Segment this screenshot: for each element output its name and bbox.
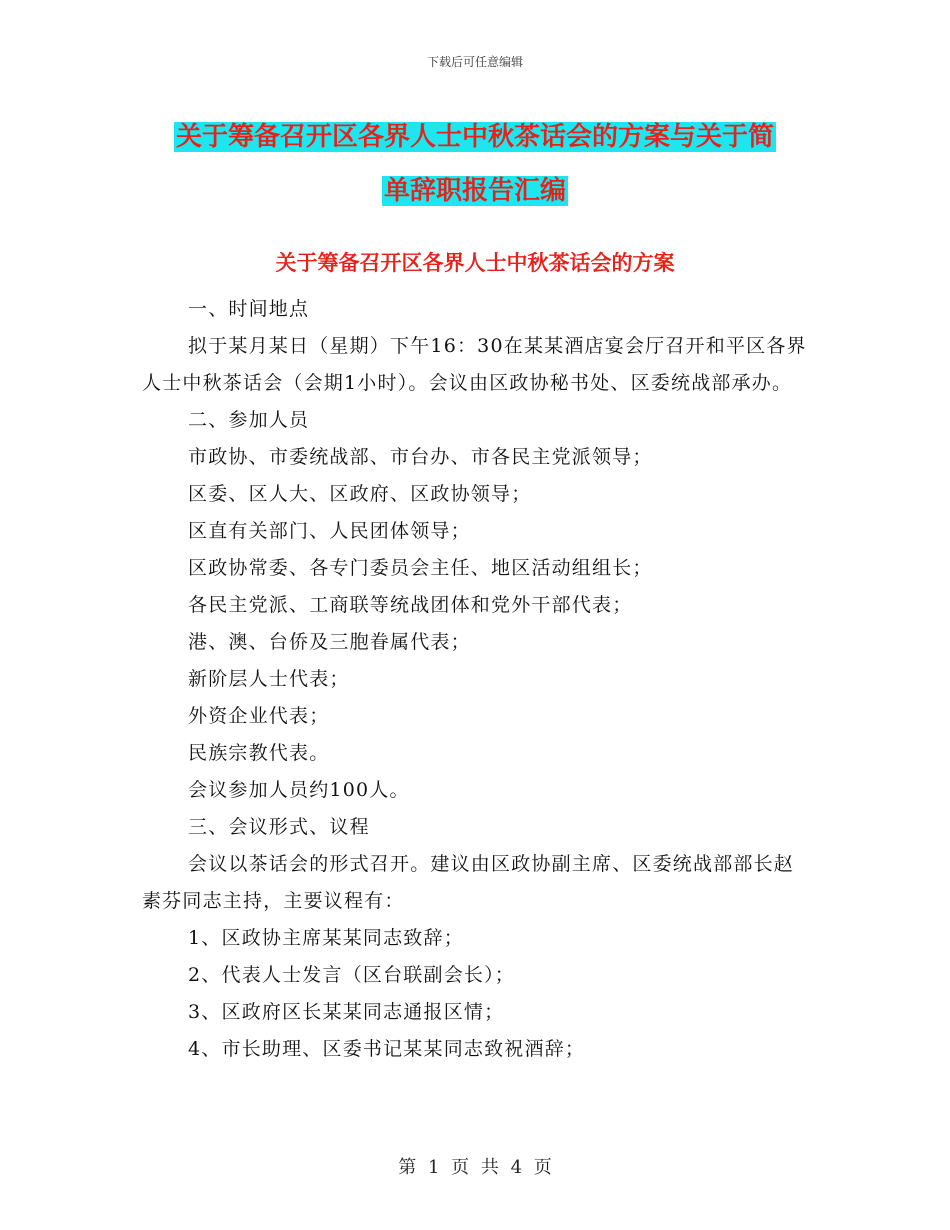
document-title (0, 110, 950, 218)
paragraph: 3、区政府区长某某同志通报区情； (188, 1001, 505, 1023)
paragraph: 外资企业代表； (188, 705, 330, 727)
paragraph: 会议参加人员约100人。 (188, 779, 410, 801)
paragraph: 港、澳、台侨及三胞眷属代表； (188, 631, 471, 653)
page-footer: 第 1 页 共 4 页 (398, 1157, 552, 1178)
paragraph: 4、市长助理、区委书记某某同志致祝酒辞； (188, 1038, 586, 1060)
paragraph: 各民主党派、工商联等统战团体和党外干部代表； (188, 594, 633, 616)
paragraph: 区直有关部门、人民团体领导； (188, 520, 471, 542)
document-title-line-1: 关于筹备召开区各界人士中秋茶话会的方案与关于简 (175, 122, 774, 152)
paragraph: 民族宗教代表。 (188, 742, 330, 764)
document-title-line-2: 单辞职报告汇编 (383, 176, 566, 206)
paragraph: 二、参加人员 (188, 409, 310, 431)
paragraph: 新阶层人士代表； (188, 668, 350, 690)
paragraph: 1、区政协主席某某同志致辞； (188, 927, 464, 949)
paragraph: 市政协、市委统战部、市台办、市各民主党派领导； (188, 446, 653, 468)
section-title: 关于筹备召开区各界人士中秋茶话会的方案 (275, 251, 675, 275)
paragraph: 2、代表人士发言（区台联副会长）； (188, 964, 515, 986)
paragraph: 区政协常委、各专门委员会主任、地区活动组组长； (188, 557, 653, 579)
paragraph: 三、会议形式、议程 (188, 816, 370, 838)
document-body (142, 291, 807, 1068)
paragraph: 拟于某月某日（星期）下午16：30在某某酒店宴会厅召开和平区各界人士中秋茶话会（会期1小时）。会议由区政协秘书处、区委统战部承办。 (142, 335, 807, 394)
paragraph: 一、时间地点 (188, 298, 310, 320)
paragraph: 区委、区人大、区政府、区政协领导； (188, 483, 532, 505)
page-header-note: 下载后可任意编辑 (426, 55, 523, 69)
paragraph: 会议以茶话会的形式召开。建议由区政协副主席、区委统战部部长赵素芬同志主持，主要议程有： (142, 853, 795, 912)
